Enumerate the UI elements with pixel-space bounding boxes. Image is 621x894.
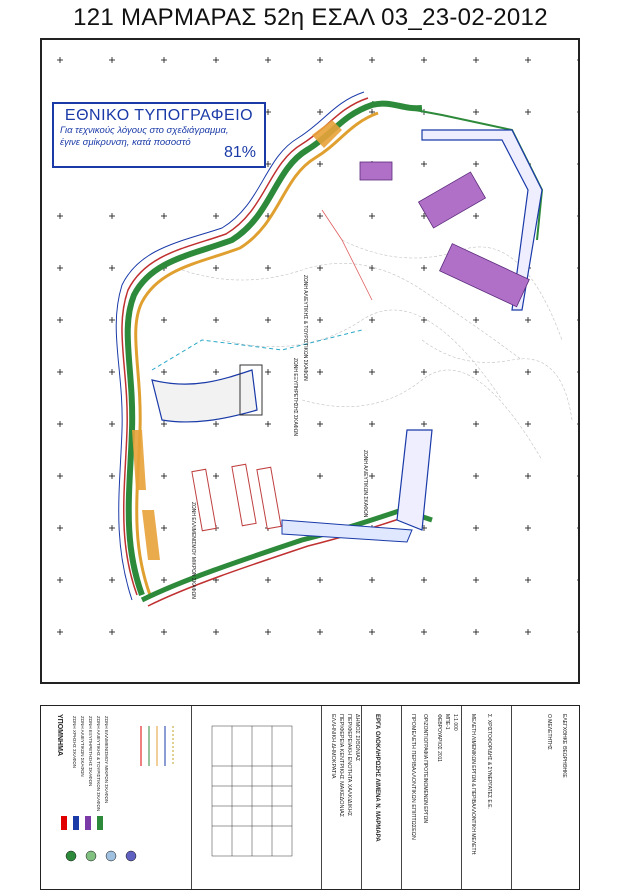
region: ΠΕΡΙΦΕΡΕΙΑ ΚΕΝΤΡΙΚΗΣ ΜΑΚΕΔΟΝΙΑΣ xyxy=(338,714,344,818)
title-column xyxy=(321,706,362,889)
floating-pier xyxy=(232,464,256,526)
stamp-title: ΕΘΝΙΚΟ ΤΥΠΟΓΡΑΦΕΙΟ xyxy=(64,107,254,124)
study-column xyxy=(401,706,462,889)
legend-item: ΖΩΝΗ ΧΡΗΣΗΣ ΣΚΑΦΩΝ xyxy=(72,716,77,769)
piers xyxy=(152,130,542,542)
consultant-column xyxy=(461,706,512,889)
swatch-blue xyxy=(73,816,79,830)
swatch-red xyxy=(61,816,67,830)
consultant-label: ΜΕΛΕΤΗ ΛΙΜΕΝΙΚΩΝ ΕΡΓΩΝ & ΠΕΡΙΒΑΛΛΟΝΤΙΚΗ ΜΕΛΕΤΗ: xyxy=(470,714,476,856)
drawing-scale: 1:1.000 xyxy=(452,714,458,731)
legend-item: ΖΩΝΗ ΑΛΙΕΥΤΙΚΗΣ & ΤΟΥΡΙΣΤΙΚΩΝ ΣΚΑΦΩΝ xyxy=(96,716,101,812)
typography-stamp xyxy=(52,102,266,168)
legend-item: ΖΩΝΗ ΕΛΛΙΜΕΝΙΣΜΟΥ ΜΙΚΡΩΝ ΣΚΑΦΩΝ xyxy=(104,716,109,804)
orange-zone xyxy=(142,510,160,560)
designer-label: Ο ΜΕΛΕΤΗΤΗΣ xyxy=(546,714,552,750)
regional-unit: ΠΕΡΙΦΕΡΕΙΑΚΗ ΕΝΟΤΗΤΑ ΧΑΛΚΙΔΙΚΗΣ xyxy=(346,714,352,817)
south-breakwater xyxy=(397,430,432,530)
zone-label-small-craft: ΖΩΝΗ ΕΛΛΙΜΕΝΙΣΜΟΥ ΜΙΚΡΩΝ ΣΚΑΦΩΝ xyxy=(190,502,196,599)
port-limit-line xyxy=(152,330,362,370)
capacity-table xyxy=(192,706,322,890)
orange-shore-line xyxy=(136,113,378,595)
orange-zone xyxy=(132,430,146,490)
sheet-number: ΜΠΕ-1 xyxy=(444,714,450,730)
capacity-table-panel xyxy=(191,706,322,889)
stamp-percent: 81% xyxy=(223,144,256,161)
municipality: ΔΗΜΟΣ ΣΙΘΩΝΙΑΣ xyxy=(354,714,360,762)
floating-piers xyxy=(192,464,281,531)
swatch-circle xyxy=(106,851,116,861)
legend-title: ΥΠΟΜΝΗΜΑ xyxy=(56,714,63,756)
berth-zones xyxy=(360,162,529,307)
berth-zone xyxy=(360,162,392,180)
project-name: ΕΡΓΑ ΟΛΟΚΛΗΡΩΣΗΣ ΛΙΜΕΝΑ Ν. ΜΑΡΜΑΡΑ xyxy=(374,714,380,842)
swatch-circle xyxy=(126,851,136,861)
stamp-line-2: έγινε σμίκρυνση, κατά ποσοστό xyxy=(60,137,191,148)
drawing-date: ΦΕΒΡΟΥΑΡΙΟΣ 2011 xyxy=(436,714,442,762)
berth-zone xyxy=(419,172,486,228)
floating-pier xyxy=(257,467,281,529)
legend-item: ΖΩΝΗ ΕΞΥΠΗΡΕΤΗΣΗΣ ΣΚΑΦΩΝ xyxy=(88,716,93,787)
zone-label-fishing-tourist: ΖΩΝΗ ΑΛΙΕΥΤΙΚΗΣ & ΤΟΥΡΙΣΤΙΚΩΝ ΣΚΑΦΩΝ xyxy=(302,275,308,381)
map-sheet xyxy=(40,38,580,684)
drawing-title: ΟΡΙΖΟΝΤΙΟΓΡΑΦΙΑ ΠΡΟΤΕΙΝΟΜΕΝΩΝ ΕΡΓΩΝ xyxy=(422,714,428,823)
berth-zone xyxy=(440,244,530,307)
legend-item: ΖΩΝΗ ΑΛΙΕΥΤΙΚΩΝ ΣΚΑΦΩΝ xyxy=(80,716,85,777)
approved-label: ΕΛΕΓΧΘΗΚΕ ΘΕΩΡΗΘΗΚΕ xyxy=(561,714,567,778)
swatch-circle xyxy=(86,851,96,861)
zone-label-service: ΖΩΝΗ ΕΞΥΠΗΡΕΤΗΣΗΣ ΣΚΑΦΩΝ xyxy=(292,358,298,437)
project-column xyxy=(361,706,402,889)
consultant-name: Σ. ΧΡΙΣΤΟΦΟΡΙΔΗΣ & ΣΥΝΕΡΓΑΤΕΣ Ε.Ε. xyxy=(486,714,492,809)
central-pier xyxy=(152,370,257,422)
swatch-circle xyxy=(66,851,76,861)
legend-swatches xyxy=(41,706,191,890)
authority: ΕΛΛΗΝΙΚΗ ΔΗΜΟΚΡΑΤΙΑ xyxy=(330,714,336,779)
red-survey-line xyxy=(322,210,372,300)
study-title: ΠΡΟΜΕΛΕΤΗ ΠΕΡΙΒΑΛΛΟΝΤΙΚΩΝ ΕΠΙΠΤΩΣΕΩΝ xyxy=(410,714,416,840)
swatch-purple xyxy=(85,816,91,830)
legend-panel xyxy=(41,706,191,889)
east-shore-line xyxy=(372,102,542,240)
signature-column xyxy=(511,706,580,889)
zone-label-fishing: ΖΩΝΗ ΑΛΙΕΥΤΙΚΩΝ ΣΚΑΦΩΝ xyxy=(362,450,368,518)
stamp-line-1: Για τεχνικούς λόγους στο σχεδιάγραμμα, xyxy=(60,125,229,136)
swatch-green xyxy=(97,816,103,830)
title-block xyxy=(40,705,580,890)
page-title: 121 ΜΑΡΜΑΡΑΣ 52η ΕΣΑΛ 03_23-02-2012 xyxy=(73,4,548,31)
